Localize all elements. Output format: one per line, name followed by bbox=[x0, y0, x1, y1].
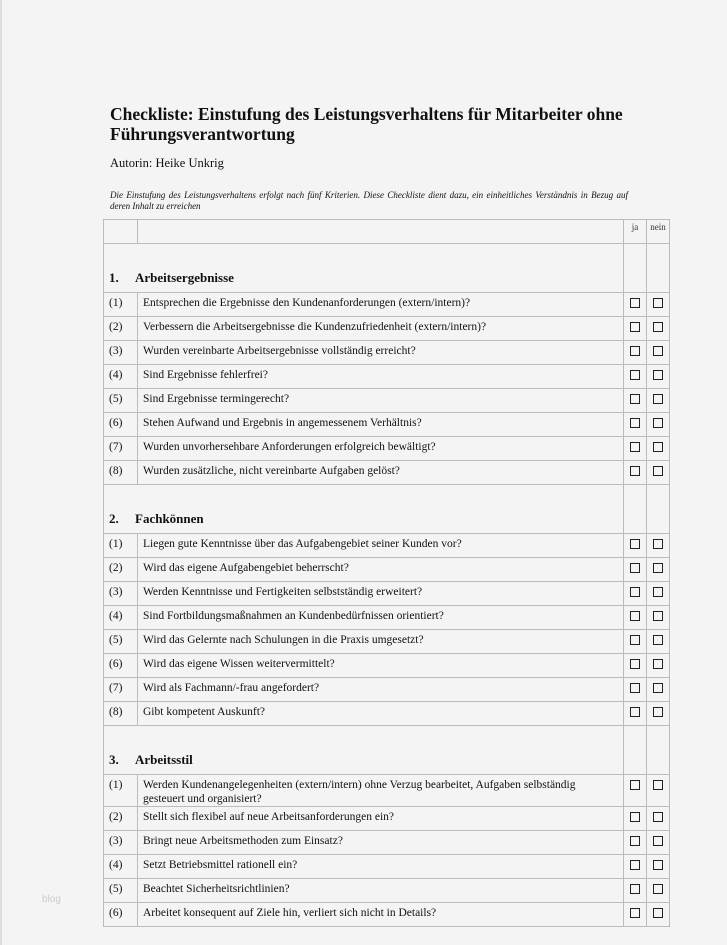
header-ja: ja bbox=[624, 220, 647, 244]
item-question: Stellt sich flexibel auf neue Arbeitsanforderungen ein? bbox=[138, 807, 624, 831]
item-number: (3) bbox=[104, 831, 138, 855]
item-question: Entsprechen die Ergebnisse den Kundenanforderungen (extern/intern)? bbox=[138, 293, 624, 317]
checkbox-nein[interactable] bbox=[653, 860, 663, 870]
table-row bbox=[104, 293, 670, 317]
table-row bbox=[104, 365, 670, 389]
checkbox-ja[interactable] bbox=[630, 370, 640, 380]
section-row bbox=[104, 726, 670, 775]
item-number: (6) bbox=[104, 903, 138, 927]
intro-text: Die Einstufung des Leistungsverhaltens erfolgt nach fünf Kriterien. Diese Checkliste dient dazu, ein einheitliches Verständnis in Bezug auf deren Inhalt zu erreichen bbox=[110, 190, 628, 211]
checkbox-nein[interactable] bbox=[653, 836, 663, 846]
checkbox-nein[interactable] bbox=[653, 780, 663, 790]
checkbox-nein[interactable] bbox=[653, 563, 663, 573]
item-number: (6) bbox=[104, 654, 138, 678]
item-question: Sind Ergebnisse fehlerfrei? bbox=[138, 365, 624, 389]
section-number: 3. bbox=[109, 752, 119, 767]
checkbox-ja[interactable] bbox=[630, 812, 640, 822]
checkbox-ja[interactable] bbox=[630, 346, 640, 356]
watermark: blog bbox=[42, 894, 61, 905]
item-number: (1) bbox=[104, 534, 138, 558]
checkbox-nein[interactable] bbox=[653, 442, 663, 452]
item-question: Wird das eigene Wissen weitervermittelt? bbox=[138, 654, 624, 678]
page-title: Checkliste: Einstufung des Leistungsverhaltens für Mitarbeiter ohne Führungsverantwortung bbox=[110, 104, 623, 144]
checkbox-nein[interactable] bbox=[653, 346, 663, 356]
checkbox-nein[interactable] bbox=[653, 394, 663, 404]
author: Autorin: Heike Unkrig bbox=[110, 156, 224, 170]
checkbox-ja[interactable] bbox=[630, 418, 640, 428]
checkbox-nein[interactable] bbox=[653, 298, 663, 308]
checkbox-ja[interactable] bbox=[630, 908, 640, 918]
checkbox-nein[interactable] bbox=[653, 466, 663, 476]
table-row bbox=[104, 678, 670, 702]
checkbox-nein[interactable] bbox=[653, 370, 663, 380]
item-number: (6) bbox=[104, 413, 138, 437]
checkbox-ja[interactable] bbox=[630, 860, 640, 870]
checkbox-ja[interactable] bbox=[630, 836, 640, 846]
item-question: Sind Ergebnisse termingerecht? bbox=[138, 389, 624, 413]
item-question: Wurden vereinbarte Arbeitsergebnisse vollständig erreicht? bbox=[138, 341, 624, 365]
section-title: Arbeitsergebnisse bbox=[135, 270, 234, 285]
checkbox-ja[interactable] bbox=[630, 298, 640, 308]
table-row bbox=[104, 630, 670, 654]
checkbox-ja[interactable] bbox=[630, 611, 640, 621]
checkbox-ja[interactable] bbox=[630, 683, 640, 693]
checklist-table bbox=[103, 219, 670, 927]
table-row bbox=[104, 831, 670, 855]
checkbox-nein[interactable] bbox=[653, 812, 663, 822]
item-number: (2) bbox=[104, 558, 138, 582]
item-number: (2) bbox=[104, 317, 138, 341]
checkbox-nein[interactable] bbox=[653, 707, 663, 717]
table-row bbox=[104, 879, 670, 903]
checkbox-nein[interactable] bbox=[653, 635, 663, 645]
checkbox-ja[interactable] bbox=[630, 659, 640, 669]
item-question: Beachtet Sicherheitsrichtlinien? bbox=[138, 879, 624, 903]
item-question: Wird das Gelernte nach Schulungen in die Praxis umgesetzt? bbox=[138, 630, 624, 654]
item-number: (8) bbox=[104, 702, 138, 726]
item-number: (7) bbox=[104, 678, 138, 702]
checkbox-ja[interactable] bbox=[630, 394, 640, 404]
checkbox-ja[interactable] bbox=[630, 442, 640, 452]
item-question: Werden Kenntnisse und Fertigkeiten selbstständig erweitert? bbox=[138, 582, 624, 606]
item-question: Sind Fortbildungsmaßnahmen an Kundenbedürfnissen orientiert? bbox=[138, 606, 624, 630]
item-number: (8) bbox=[104, 461, 138, 485]
table-row bbox=[104, 855, 670, 879]
checkbox-ja[interactable] bbox=[630, 635, 640, 645]
item-number: (4) bbox=[104, 855, 138, 879]
checkbox-ja[interactable] bbox=[630, 884, 640, 894]
table-header-row bbox=[104, 220, 670, 244]
table-row bbox=[104, 437, 670, 461]
item-number: (2) bbox=[104, 807, 138, 831]
checkbox-ja[interactable] bbox=[630, 563, 640, 573]
checkbox-nein[interactable] bbox=[653, 539, 663, 549]
item-number: (4) bbox=[104, 606, 138, 630]
item-number: (1) bbox=[104, 775, 138, 807]
item-question: Wird das eigene Aufgabengebiet beherrscht? bbox=[138, 558, 624, 582]
item-question: Wird als Fachmann/-frau angefordert? bbox=[138, 678, 624, 702]
table-row bbox=[104, 389, 670, 413]
checkbox-nein[interactable] bbox=[653, 587, 663, 597]
checkbox-ja[interactable] bbox=[630, 587, 640, 597]
checkbox-nein[interactable] bbox=[653, 659, 663, 669]
item-question: Bringt neue Arbeitsmethoden zum Einsatz? bbox=[138, 831, 624, 855]
section-title: Fachkönnen bbox=[135, 511, 204, 526]
item-number: (5) bbox=[104, 389, 138, 413]
table-row bbox=[104, 775, 670, 807]
checkbox-ja[interactable] bbox=[630, 466, 640, 476]
item-question: Gibt kompetent Auskunft? bbox=[138, 702, 624, 726]
checkbox-nein[interactable] bbox=[653, 611, 663, 621]
checkbox-nein[interactable] bbox=[653, 683, 663, 693]
table-row bbox=[104, 654, 670, 678]
checkbox-ja[interactable] bbox=[630, 780, 640, 790]
table-row bbox=[104, 534, 670, 558]
item-number: (3) bbox=[104, 341, 138, 365]
checkbox-ja[interactable] bbox=[630, 539, 640, 549]
section-number: 1. bbox=[109, 270, 119, 285]
table-row bbox=[104, 558, 670, 582]
item-number: (5) bbox=[104, 879, 138, 903]
item-question: Setzt Betriebsmittel rationell ein? bbox=[138, 855, 624, 879]
table-row bbox=[104, 341, 670, 365]
table-row bbox=[104, 807, 670, 831]
table-row bbox=[104, 413, 670, 437]
table-row bbox=[104, 606, 670, 630]
item-question: Wurden zusätzliche, nicht vereinbarte Aufgaben gelöst? bbox=[138, 461, 624, 485]
section-row bbox=[104, 485, 670, 534]
item-question: Arbeitet konsequent auf Ziele hin, verliert sich nicht in Details? bbox=[138, 903, 624, 927]
table-row bbox=[104, 582, 670, 606]
section-number: 2. bbox=[109, 511, 119, 526]
item-question: Stehen Aufwand und Ergebnis in angemessenem Verhältnis? bbox=[138, 413, 624, 437]
checkbox-nein[interactable] bbox=[653, 884, 663, 894]
section-title: Arbeitsstil bbox=[135, 752, 193, 767]
item-number: (5) bbox=[104, 630, 138, 654]
item-question: Werden Kundenangelegenheiten (extern/intern) ohne Verzug bearbeitet, Aufgaben selbständig gesteuert und organisiert? bbox=[138, 775, 624, 807]
table-row bbox=[104, 702, 670, 726]
checkbox-ja[interactable] bbox=[630, 707, 640, 717]
checkbox-nein[interactable] bbox=[653, 322, 663, 332]
checkbox-nein[interactable] bbox=[653, 908, 663, 918]
item-question: Liegen gute Kenntnisse über das Aufgabengebiet seiner Kunden vor? bbox=[138, 534, 624, 558]
section-row bbox=[104, 244, 670, 293]
item-question: Verbessern die Arbeitsergebnisse die Kundenzufriedenheit (extern/intern)? bbox=[138, 317, 624, 341]
header-nein: nein bbox=[647, 220, 670, 244]
table-row bbox=[104, 461, 670, 485]
checkbox-nein[interactable] bbox=[653, 418, 663, 428]
table-row bbox=[104, 903, 670, 927]
item-number: (7) bbox=[104, 437, 138, 461]
item-number: (1) bbox=[104, 293, 138, 317]
item-number: (4) bbox=[104, 365, 138, 389]
table-row bbox=[104, 317, 670, 341]
item-question: Wurden unvorhersehbare Anforderungen erfolgreich bewältigt? bbox=[138, 437, 624, 461]
item-number: (3) bbox=[104, 582, 138, 606]
checkbox-ja[interactable] bbox=[630, 322, 640, 332]
